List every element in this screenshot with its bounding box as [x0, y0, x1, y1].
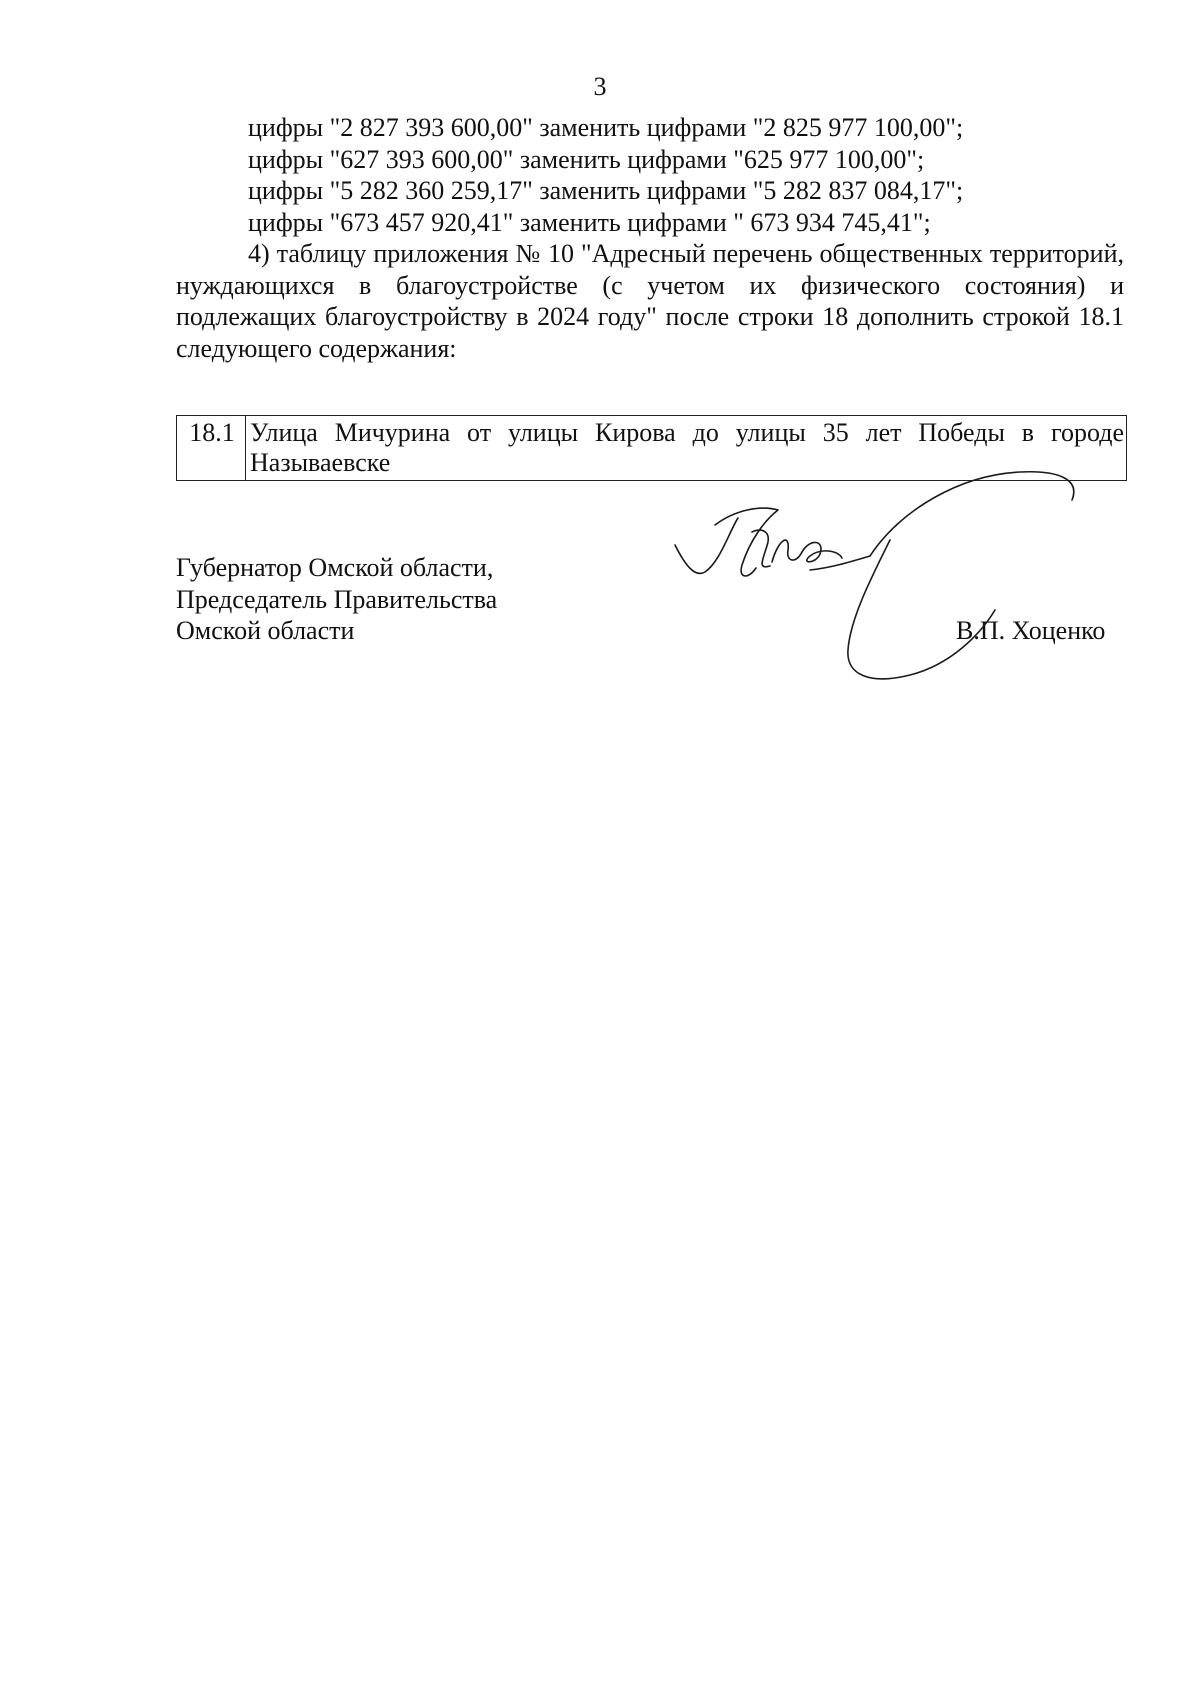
item-4-paragraph: 4) таблицу приложения № 10 "Адресный перечень общественных территорий, нуждающихся в благоустройстве (с учетом их физического состояния) и подлежащих благоустройству в 2024 году" после строки 18 дополнить строкой 18.1 следующего содержания: [176, 239, 1124, 363]
handwritten-signature [660, 470, 1120, 710]
replacement-line-4: цифры "673 457 920,41" заменить цифрами " 673 934 745,41"; [248, 207, 931, 237]
row-number-cell: 18.1 [177, 416, 246, 481]
page-number: 3 [593, 72, 607, 101]
signatory-line-1: Губернатор Омской области, [176, 553, 494, 582]
replacement-line-3: цифры "5 282 360 259,17" заменить цифрами "5 282 837 084,17"; [248, 176, 964, 205]
replacement-line-1: цифры "2 827 393 600,00" заменить цифрами "2 825 977 100,00"; [248, 113, 964, 142]
signatory-line-3: Омской области [176, 616, 355, 645]
document-body [176, 112, 1124, 364]
signatory-title-block [176, 552, 497, 647]
signer-name: В.П. Хоценко [956, 616, 1106, 645]
replacement-line-2: цифры "627 393 600,00" заменить цифрами "625 977 100,00"; [248, 144, 925, 174]
row-text-cell: Улица Мичурина от улицы Кирова до улицы 35 лет Победы в городе Называевске [246, 416, 1127, 481]
signatory-line-2: Председатель Правительства [176, 584, 498, 614]
